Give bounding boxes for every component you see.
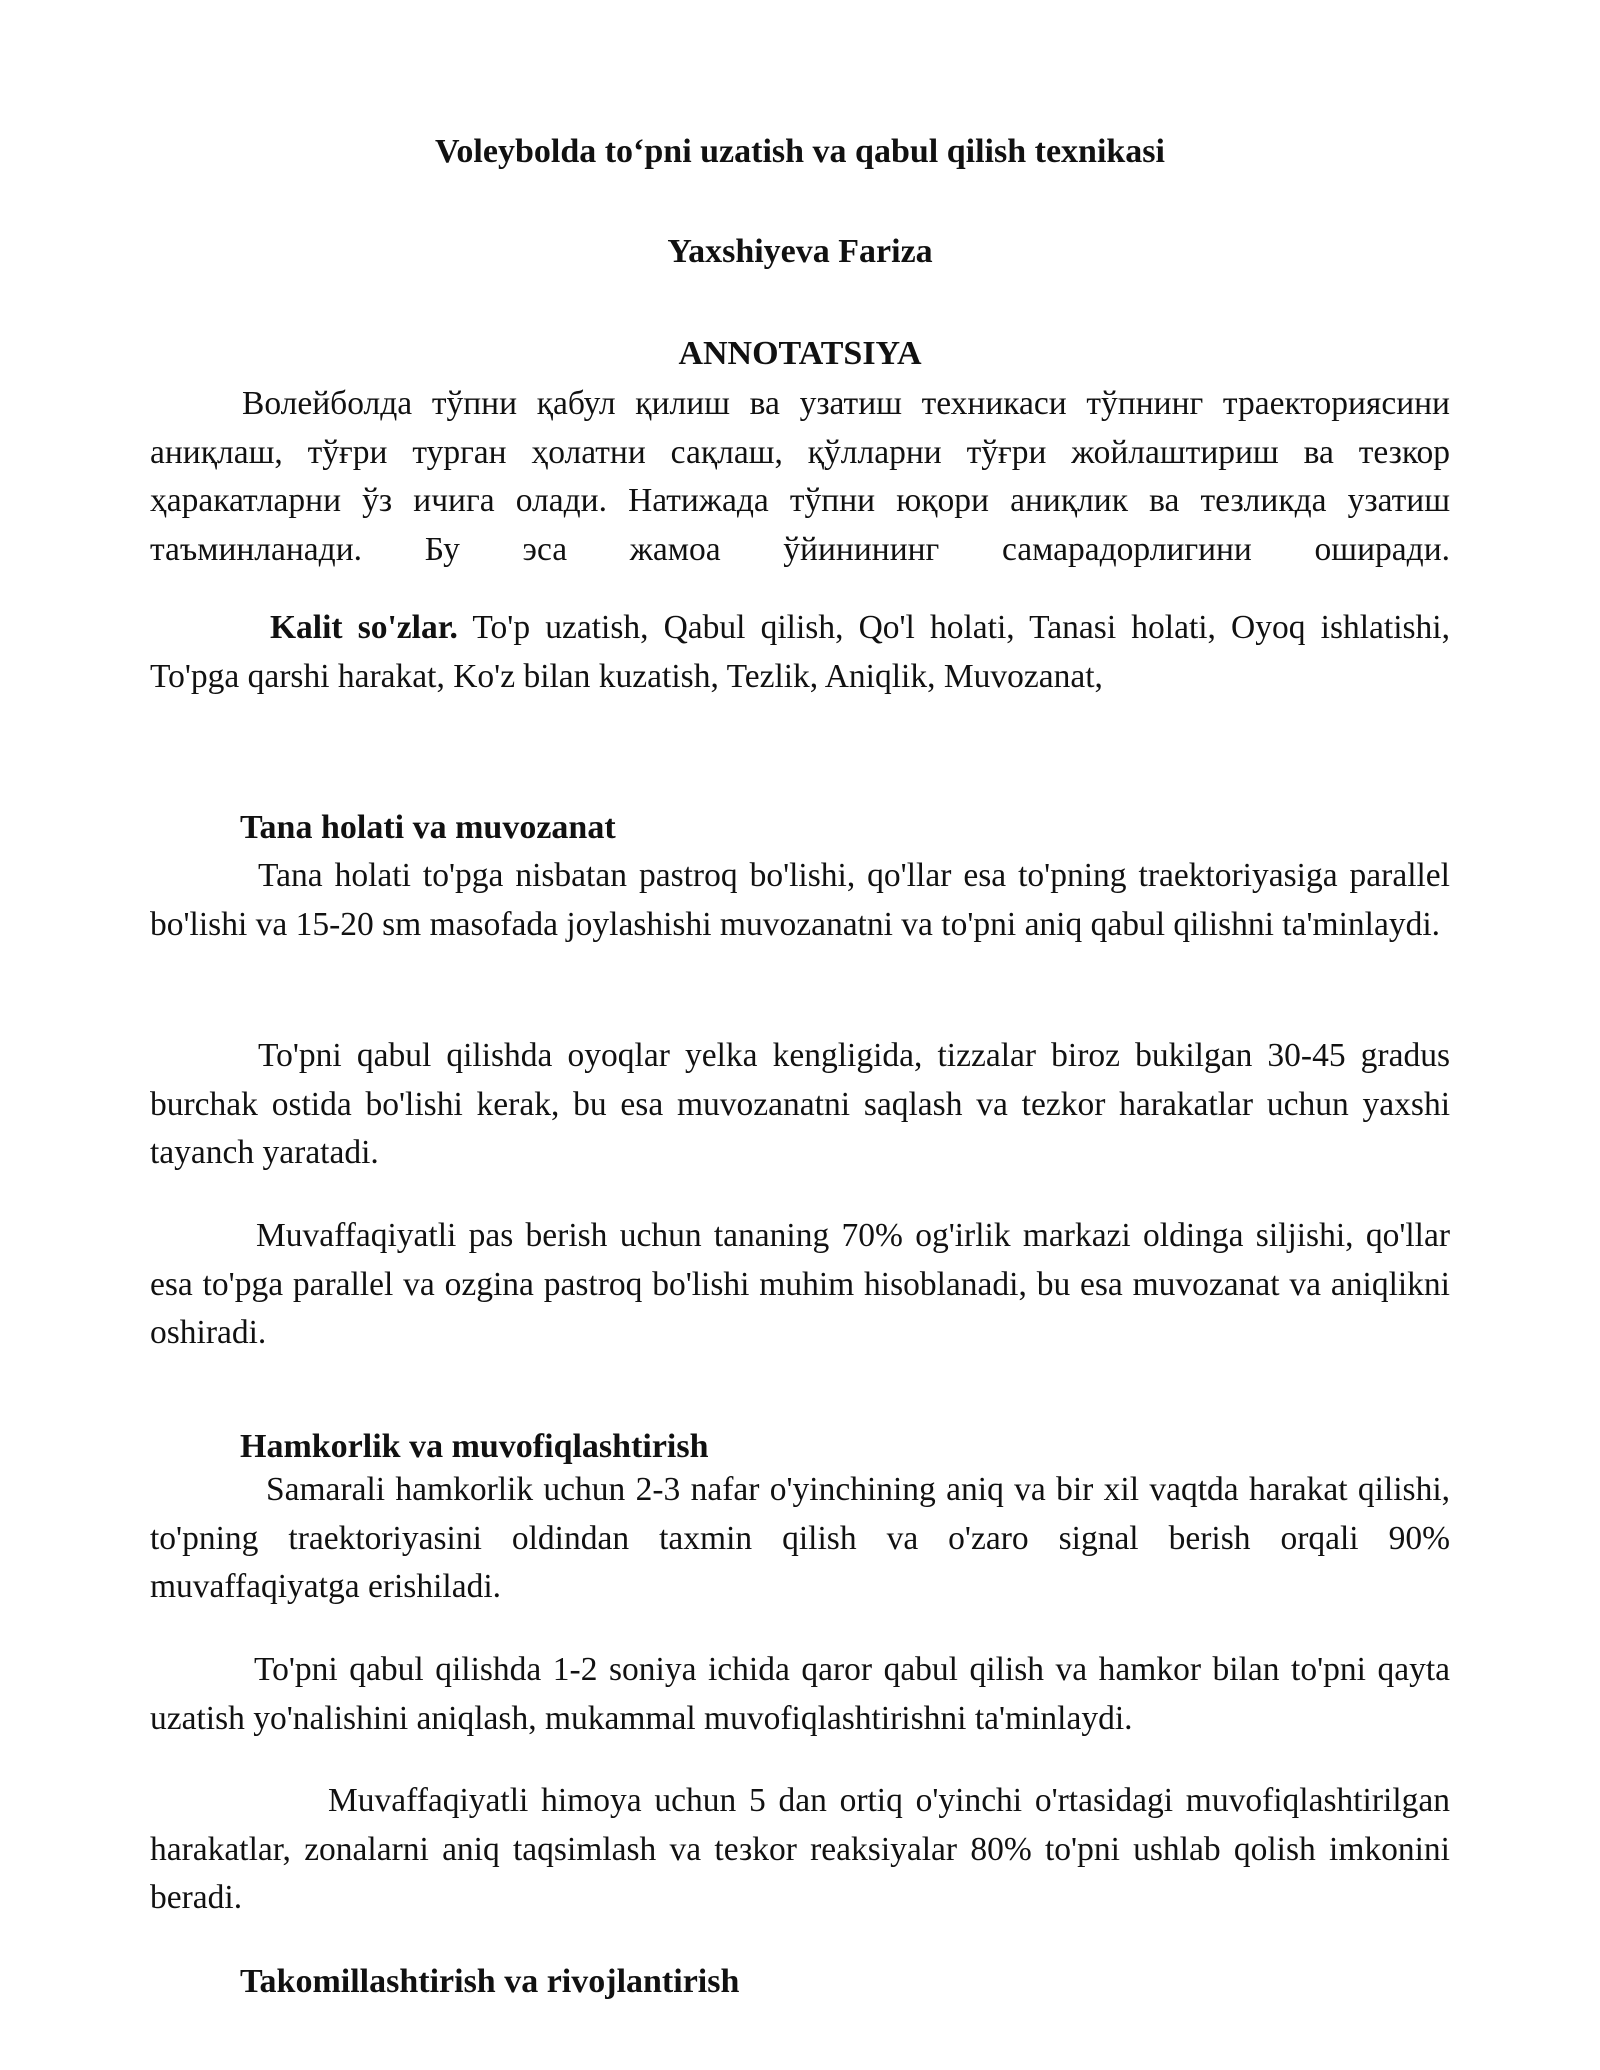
annotation-text: Волейболда тўпни қабул қилиш ва узатиш техникаси тўпнинг траекториясини аниқлаш, тўғри турган ҳолатни сақлаш, қўлларни тўғри жойлаштириш ва тезкор ҳаракатларни ўз ичига олади. Натижада тўпни юқори аниқлик ва тезликда узатиш таъминланади. Бу эса жамоа ўйинининг самарадорлигини оширади.	[150, 385, 1450, 568]
section-paragraph: Tana holati to'pga nisbatan pastroq bo'lishi, qo'llar esa to'pning traektoriyasiga parallel bo'lishi va 15-20 sm masofada joylashishi muvozanatni va to'pni aniq qabul qilishni ta'minlaydi.	[150, 857, 1450, 943]
section-heading: Tana holati va muvozanat	[240, 809, 616, 846]
section-heading: Takomillashtirish va rivojlantirish	[240, 1963, 740, 2000]
document-title: Voleybolda to‘pni uzatish va qabul qilish texnikasi	[435, 133, 1165, 170]
section-paragraph: Muvaffaqiyatli pas berish uchun tananing 70% og'irlik markazi oldinga siljishi, qo'llar esa to'pga parallel va ozgina pastroq bo'lishi muhim hisoblanadi, bu esa muvozanat va aniqlikni oshiradi.	[150, 1217, 1450, 1351]
section-heading: Hamkorlik va muvofiqlashtirish	[240, 1428, 709, 1465]
keywords-paragraph	[150, 604, 1450, 701]
annotation-heading: ANNOTATSIYA	[678, 335, 922, 372]
section-paragraph: To'pni qabul qilishda 1-2 soniya ichida qaror qabul qilish va hamkor bilan to'pni qayta uzatish yo'nalishini aniqlash, mukammal muvofiqlashtirishni ta'minlaydi.	[150, 1651, 1450, 1737]
author-name: Yaxshiyeva Fariza	[667, 233, 933, 270]
keywords-label: Kalit so'zlar.	[270, 609, 458, 646]
section-paragraph: To'pni qabul qilishda oyoqlar yelka kengligida, tizzalar biroz bukilgan 30-45 gradus burchak ostida bo'lishi kerak, bu esa muvozanatni saqlash va tezkor harakatlar uchun yaxshi tayanch yaratadi.	[150, 1037, 1450, 1171]
section-paragraph: Samarali hamkorlik uchun 2-3 nafar o'yinchining aniq va bir xil vaqtda harakat qilishi, to'pning traektoriyasini oldindan taxmin qilish va o'zaro signal berish orqali 90% muvaffaqiyatga erishiladi.	[150, 1471, 1450, 1605]
section-paragraph: Muvaffaqiyatli himoya uchun 5 dan ortiq o'yinchi o'rtasidagi muvofiqlashtirilgan harakatlar, zonalarni aniq taqsimlash va tезkor reaksiyalar 80% to'pni ushlab qolish imkonini beradi.	[150, 1782, 1450, 1916]
keywords-text: To'p uzatish, Qabul qilish, Qo'l holati, Tanasi holati, Oyoq ishlatishi, To'pga qarshi harakat, Ko'z bilan kuzatish, Tezlik, Aniqlik, Muvozanat,	[150, 609, 1450, 695]
